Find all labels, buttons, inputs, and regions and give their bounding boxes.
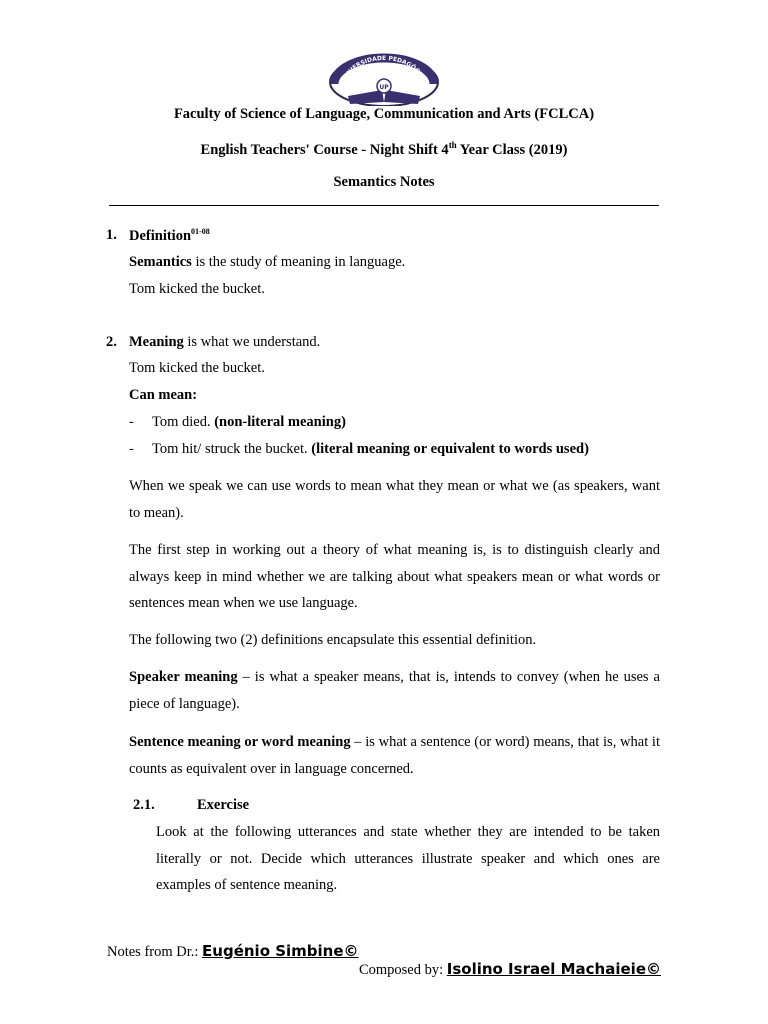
paragraph-first-step: The first step in working out a theory of what meaning is, is to distinguish clearly and always keep in mind whether we are talking about what speakers mean or what words or sentences mean when we use language. [129, 542, 660, 612]
meaning-definition [129, 334, 320, 351]
course-title-suffix: Year Class (2019) [456, 141, 568, 158]
sentence-meaning-term: Sentence meaning or word meaning [129, 734, 351, 750]
meaning-term: Meaning [129, 334, 184, 350]
section-1-number: 1. [106, 227, 117, 243]
bullet-2-dash: - [129, 441, 134, 457]
section-1-heading-text: Definition [129, 227, 192, 244]
footer-notes [107, 942, 359, 961]
semantics-definition [129, 254, 405, 271]
speaker-meaning-term: Speaker meaning [129, 669, 238, 685]
speaker-meaning-def: – is what a speaker means, that is, intends to convey (when he uses a piece of language). [129, 669, 660, 712]
section-2-1-heading: Exercise [197, 797, 250, 813]
course-title-sup: th [448, 140, 457, 150]
footer-composed-name: Isolino Israel Machaieie© [446, 960, 661, 978]
course-title-prefix: English Teachers' Course - Night Shift 4 [200, 141, 449, 158]
logo-badge-text: UP [379, 84, 389, 91]
bullet-2-text: Tom hit/ struck the bucket. [152, 441, 312, 457]
meaning-def: is what we understand. [183, 334, 321, 350]
course-title [0, 140, 768, 159]
bullet-1-dash: - [129, 414, 134, 430]
semantics-term: Semantics [129, 254, 192, 270]
page-title: Semantics Notes [333, 174, 435, 190]
bullet-1-bold: (non-literal meaning) [214, 414, 346, 430]
semantics-def: is the study of meaning in language. [191, 254, 406, 270]
footer-notes-name: Eugénio Simbine© [202, 942, 359, 960]
sentence-meaning-def: – is what a sentence (or word) means, that is, what it counts as equivalent over in language concerned. [129, 734, 660, 777]
footer-composed-label: Composed by: [358, 962, 447, 978]
faculty-title: Faculty of Science of Language, Communication and Arts (FCLCA) [173, 106, 595, 122]
paragraph-two-definitions: The following two (2) definitions encapsulate this essential definition. [129, 632, 537, 648]
section-2-number: 2. [106, 334, 117, 350]
section-2-example: Tom kicked the bucket. [129, 360, 265, 376]
footer-notes-label: Notes from Dr.: [107, 944, 203, 960]
header-divider [109, 205, 659, 206]
section-1-heading-sup: 01-08 [191, 227, 210, 236]
bullet-2 [152, 441, 589, 458]
footer-composed [359, 960, 661, 979]
university-logo [328, 50, 440, 106]
exercise-text: Look at the following utterances and state whether they are intended to be taken literally or not. Decide which utterances illustrate speaker and which ones are examples of sentence meaning. [156, 824, 660, 894]
paragraph-speak: When we speak we can use words to mean what they mean or what we (as speakers, want to mean). [129, 478, 660, 521]
sentence-meaning-paragraph [129, 729, 660, 782]
logo-arc-text: UNIVERSIDADE PEDAGÓGICA [340, 54, 428, 85]
section-2-1-number: 2.1. [133, 797, 155, 813]
bullet-1-text: Tom died. [152, 414, 215, 430]
can-mean-label: Can mean: [129, 387, 198, 403]
speaker-meaning-paragraph [129, 664, 660, 717]
bullet-2-bold: (literal meaning or equivalent to words used) [311, 441, 589, 457]
section-1-example: Tom kicked the bucket. [129, 281, 265, 297]
bullet-1 [152, 414, 346, 431]
section-1-heading [129, 227, 210, 245]
